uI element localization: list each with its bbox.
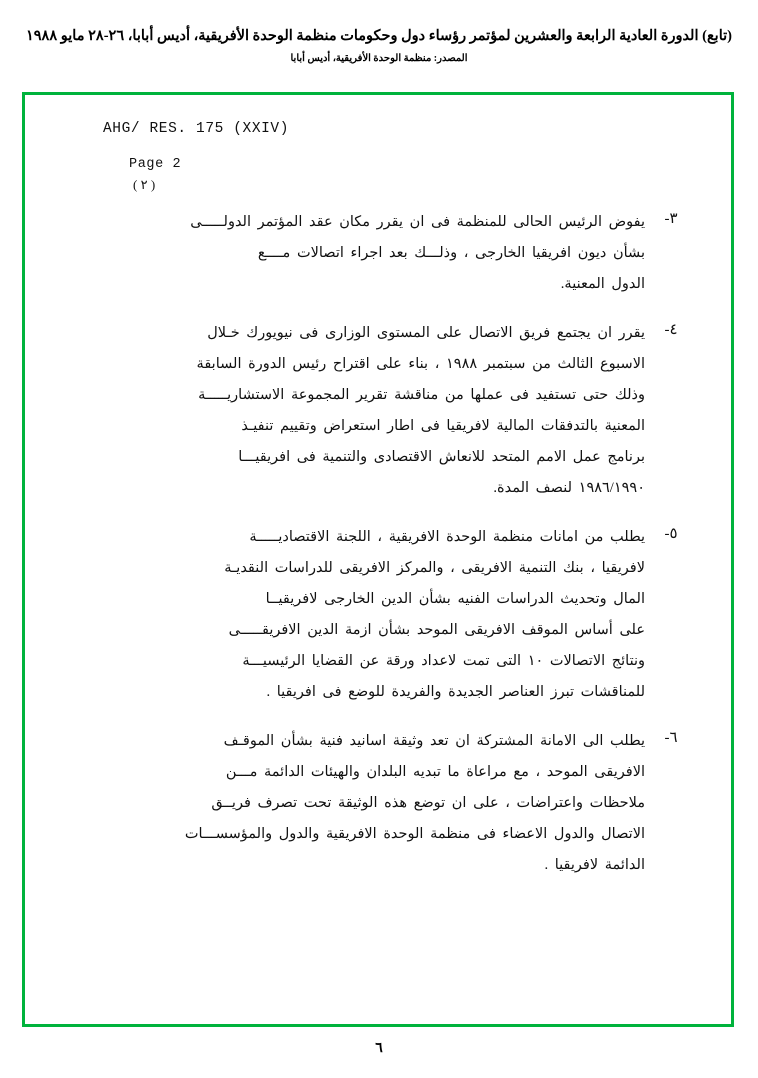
- paragraph-number: ٦-: [664, 730, 678, 746]
- paragraph-line: يقرر ان يجتمع فريق الاتصال على المستوى الوزارى فى نيويورك خـلال: [207, 325, 645, 341]
- paragraph-line: يطلب الى الامانة المشتركة ان تعد وثيقة اسانيد فنية بشأن الموقـف: [223, 733, 645, 749]
- paragraph-number: ٥-: [664, 526, 678, 542]
- paragraph-text: [59, 726, 645, 881]
- paragraph-number: ٤-: [664, 322, 678, 338]
- paragraph-line: بشأن ديون افريقيا الخارجى ، وذلـــك بعد اجراء اتصالات مــــع: [257, 245, 645, 261]
- paragraph-line: الاسبوع الثالث من سبتمبر ١٩٨٨ ، بناء على اقتراح رئيس الدورة السابقة: [196, 356, 645, 372]
- paragraph-line: يطلب من امانات منظمة الوحدة الافريقية ، اللجنة الاقتصاديـــــة: [249, 529, 645, 545]
- paragraph-text: [59, 207, 645, 300]
- paragraph-item: [59, 207, 697, 300]
- paragraph-item: [59, 318, 697, 504]
- page-header: [0, 28, 758, 64]
- paragraph-line: على أساس الموقف الافريقى الموحد بشأن ازمة الدين الافريقـــــى: [228, 622, 645, 638]
- paragraph-line: ملاحظات واعتراضات ، على ان توضع هذه الوثيقة تحت تصرف فريــق: [211, 795, 645, 811]
- paragraph-item: [59, 522, 697, 708]
- content-frame: [22, 92, 734, 1027]
- paragraph-line: المعنية بالتدفقات المالية لافريقيا فى اطار استعراض وتقييم تنفيـذ: [241, 418, 645, 434]
- paragraph-line: يفوض الرئيس الحالى للمنظمة فى ان يقرر مكان عقد المؤتمر الدولـــــى: [190, 214, 645, 230]
- page-label: Page 2: [129, 157, 182, 172]
- paragraph-line: ١٩٨٦/١٩٩٠ لنصف المدة.: [493, 480, 645, 496]
- paragraph-line: الدول المعنية.: [560, 276, 645, 292]
- paragraph-line: الدائمة لافريقيا .: [544, 857, 645, 873]
- paragraph-line: الافريقى الموحد ، مع مراعاة ما تبديه البلدان والهيئات الدائمة مـــن: [225, 764, 645, 780]
- resolution-body: [59, 207, 697, 1004]
- paragraph-text: [59, 522, 645, 708]
- paragraph-line: ونتائج الاتصالات ١٠ التى تمت لاعداد ورقة عن القضايا الرئيسيـــة: [242, 653, 645, 669]
- page-label-arabic: ( ٢ ): [133, 177, 156, 192]
- paragraph-number: ٣-: [664, 211, 678, 227]
- footer-page-number: ٦: [375, 1041, 383, 1056]
- header-title: (تابع) الدورة العادية الرابعة والعشرين لمؤتمر رؤساء دول وحكومات منظمة الوحدة الأفريقية، أديس أبابا، ٢٦-٢٨ مايو ١٩٨٨: [25, 28, 732, 44]
- header-source: المصدر: منظمة الوحدة الأفريقية، أديس أبابا: [290, 53, 468, 64]
- paragraph-line: المال وتحديث الدراسات الفنيه بشأن الدين الخارجى لافريقيــا: [265, 591, 645, 607]
- paragraph-line: وذلك حتى تستفيد فى عملها من مناقشة تقرير المجموعة الاستشاريـــــة: [198, 387, 645, 403]
- paragraph-line: للمناقشات تبرز العناصر الجديدة والفريدة للوضع فى افريقيا .: [266, 684, 645, 700]
- paragraph-line: برنامج عمل الامم المتحد للانعاش الاقتصادى والتنمية فى افريقيـــا: [238, 449, 645, 465]
- paragraph-text: [59, 318, 645, 504]
- paragraph-item: [59, 726, 697, 881]
- paragraph-line: لافريقيا ، بنك التنمية الافريقى ، والمركز الافريقى للدراسات النقديـة: [224, 560, 645, 576]
- document-code: AHG/ RES. 175 (XXIV): [103, 121, 290, 137]
- paragraph-line: الاتصال والدول الاعضاء فى منظمة الوحدة الافريقية والدول والمؤسســـات: [184, 826, 645, 842]
